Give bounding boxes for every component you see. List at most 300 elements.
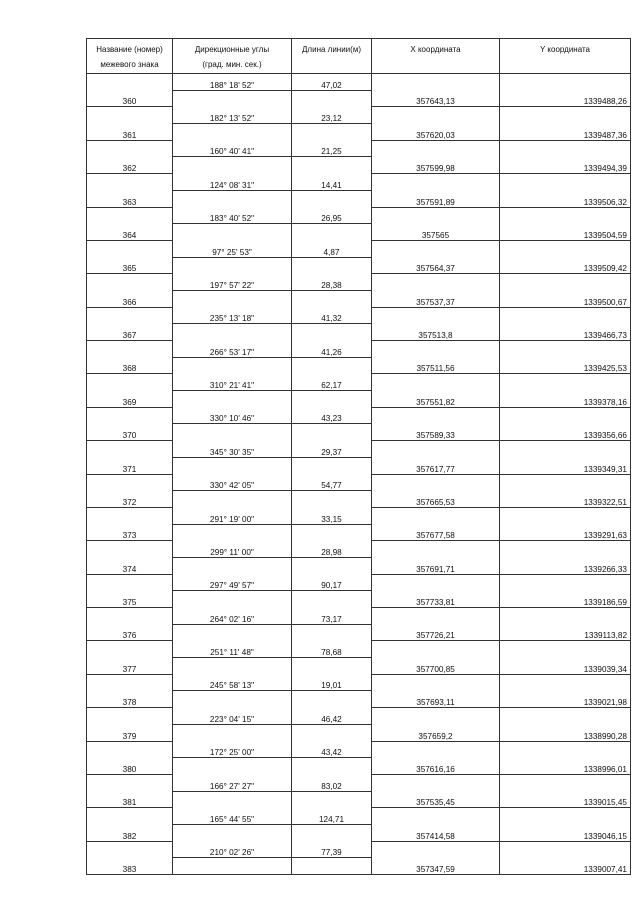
- x-coordinate-cell: [372, 74, 500, 91]
- x-coordinate-cell: [372, 240, 500, 257]
- point-name-cell: 362: [87, 157, 173, 174]
- point-name-cell: 375: [87, 591, 173, 608]
- header-point-name-line1: Название (номер): [96, 45, 163, 54]
- bearing-angle-cell: [173, 424, 292, 441]
- table-row-boundary-point: [87, 758, 631, 775]
- point-name-cell: [87, 641, 173, 658]
- line-length-cell: 26,95: [292, 207, 372, 224]
- x-coordinate-cell: 357414,58: [372, 824, 500, 841]
- x-coordinate-cell: 357659,2: [372, 724, 500, 741]
- x-coordinate-cell: 357565: [372, 224, 500, 241]
- x-coordinate-cell: [372, 174, 500, 191]
- table-row-segment: [87, 708, 631, 725]
- point-name-cell: [87, 74, 173, 91]
- table-row-boundary-point: [87, 791, 631, 808]
- table-row-segment: [87, 374, 631, 391]
- point-name-cell: 381: [87, 791, 173, 808]
- table-row-segment: [87, 674, 631, 691]
- table-row-boundary-point: [87, 290, 631, 307]
- table-row-boundary-point: [87, 90, 631, 107]
- line-length-cell: [292, 858, 372, 875]
- line-length-cell: 43,23: [292, 407, 372, 424]
- bearing-angle-cell: [173, 124, 292, 141]
- x-coordinate-cell: 357665,53: [372, 491, 500, 508]
- table-row-segment: [87, 174, 631, 191]
- point-name-cell: [87, 307, 173, 324]
- table-row-boundary-point: [87, 557, 631, 574]
- table-row-boundary-point: [87, 391, 631, 408]
- y-coordinate-cell: 1339506,32: [500, 190, 631, 207]
- table-row-boundary-point: [87, 691, 631, 708]
- bearing-angle-cell: 166° 27' 27": [173, 774, 292, 791]
- point-name-cell: [87, 140, 173, 157]
- point-name-cell: 370: [87, 424, 173, 441]
- bearing-angle-cell: 330° 42' 05": [173, 474, 292, 491]
- table-header: [87, 39, 631, 74]
- y-coordinate-cell: 1339466,73: [500, 324, 631, 341]
- bearing-angle-cell: [173, 224, 292, 241]
- x-coordinate-cell: [372, 341, 500, 358]
- table-row-boundary-point: [87, 124, 631, 141]
- y-coordinate-cell: 1339015,45: [500, 791, 631, 808]
- bearing-angle-cell: [173, 591, 292, 608]
- x-coordinate-cell: [372, 841, 500, 858]
- line-length-cell: 83,02: [292, 774, 372, 791]
- y-coordinate-cell: 1339504,59: [500, 224, 631, 241]
- y-coordinate-cell: 1339494,39: [500, 157, 631, 174]
- table-row-boundary-point: [87, 624, 631, 641]
- x-coordinate-cell: 357700,85: [372, 658, 500, 675]
- table-row-segment: [87, 407, 631, 424]
- y-coordinate-cell: 1339039,34: [500, 658, 631, 675]
- line-length-cell: 78,68: [292, 641, 372, 658]
- point-name-cell: [87, 841, 173, 858]
- table-row-segment: [87, 574, 631, 591]
- y-coordinate-cell: 1339509,42: [500, 257, 631, 274]
- point-name-cell: 361: [87, 124, 173, 141]
- y-coordinate-cell: 1339488,26: [500, 90, 631, 107]
- line-length-cell: [292, 524, 372, 541]
- bearing-angle-cell: 165° 44' 55": [173, 808, 292, 825]
- x-coordinate-cell: [372, 374, 500, 391]
- bearing-angle-cell: 210° 02' 26": [173, 841, 292, 858]
- y-coordinate-cell: 1339425,53: [500, 357, 631, 374]
- bearing-angle-cell: [173, 858, 292, 875]
- table-row-boundary-point: [87, 658, 631, 675]
- header-x-coordinate: X координата: [372, 39, 500, 74]
- header-point-name: [87, 39, 173, 74]
- line-length-cell: [292, 758, 372, 775]
- y-coordinate-cell: [500, 407, 631, 424]
- x-coordinate-cell: [372, 507, 500, 524]
- x-coordinate-cell: [372, 307, 500, 324]
- x-coordinate-cell: [372, 774, 500, 791]
- bearing-angle-cell: 182° 13' 52": [173, 107, 292, 124]
- x-coordinate-cell: [372, 274, 500, 291]
- line-length-cell: [292, 124, 372, 141]
- bearing-angle-cell: 183° 40' 52": [173, 207, 292, 224]
- y-coordinate-cell: [500, 841, 631, 858]
- y-coordinate-cell: 1339487,36: [500, 124, 631, 141]
- table-row-segment: [87, 541, 631, 558]
- table-row-boundary-point: [87, 257, 631, 274]
- table-row-boundary-point: [87, 190, 631, 207]
- line-length-cell: [292, 624, 372, 641]
- header-bearing-line2: (град. мин. сек.): [202, 60, 262, 69]
- point-name-cell: [87, 174, 173, 191]
- table-row-segment: [87, 240, 631, 257]
- x-coordinate-cell: 357347,59: [372, 858, 500, 875]
- point-name-cell: [87, 608, 173, 625]
- bearing-angle-cell: 245° 58' 13": [173, 674, 292, 691]
- table-row-segment: [87, 307, 631, 324]
- bearing-angle-cell: [173, 491, 292, 508]
- line-length-cell: 124,71: [292, 808, 372, 825]
- line-length-cell: [292, 257, 372, 274]
- bearing-angle-cell: 330° 10' 46": [173, 407, 292, 424]
- bearing-angle-cell: [173, 90, 292, 107]
- bearing-angle-cell: 235° 13' 18": [173, 307, 292, 324]
- y-coordinate-cell: [500, 774, 631, 791]
- point-name-cell: 367: [87, 324, 173, 341]
- table-row-boundary-point: [87, 424, 631, 441]
- y-coordinate-cell: 1339266,33: [500, 557, 631, 574]
- bearing-angle-cell: [173, 524, 292, 541]
- bearing-angle-cell: [173, 257, 292, 274]
- y-coordinate-cell: 1338990,28: [500, 724, 631, 741]
- line-length-cell: [292, 557, 372, 574]
- bearing-angle-cell: 172° 25' 00": [173, 741, 292, 758]
- header-bearing-line1: Дирекционные углы: [194, 45, 270, 54]
- line-length-cell: 28,98: [292, 541, 372, 558]
- point-name-cell: [87, 274, 173, 291]
- y-coordinate-cell: 1339007,41: [500, 858, 631, 875]
- bearing-angle-cell: [173, 624, 292, 641]
- line-length-cell: 77,39: [292, 841, 372, 858]
- x-coordinate-cell: 357726,21: [372, 624, 500, 641]
- point-name-cell: [87, 574, 173, 591]
- bearing-angle-cell: 124° 08' 31": [173, 174, 292, 191]
- x-coordinate-cell: 357591,89: [372, 190, 500, 207]
- y-coordinate-cell: 1339356,66: [500, 424, 631, 441]
- line-length-cell: 46,42: [292, 708, 372, 725]
- y-coordinate-cell: [500, 140, 631, 157]
- table-row-segment: [87, 107, 631, 124]
- y-coordinate-cell: 1339378,16: [500, 391, 631, 408]
- table-row-boundary-point: [87, 524, 631, 541]
- bearing-angle-cell: [173, 324, 292, 341]
- line-length-cell: 54,77: [292, 474, 372, 491]
- bearing-angle-cell: 223° 04' 15": [173, 708, 292, 725]
- x-coordinate-cell: 357733,81: [372, 591, 500, 608]
- line-length-cell: 43,42: [292, 741, 372, 758]
- point-name-cell: [87, 674, 173, 691]
- x-coordinate-cell: 357616,16: [372, 758, 500, 775]
- line-length-cell: 73,17: [292, 608, 372, 625]
- x-coordinate-cell: 357511,56: [372, 357, 500, 374]
- x-coordinate-cell: 357677,58: [372, 524, 500, 541]
- table-row-boundary-point: [87, 724, 631, 741]
- point-name-cell: [87, 107, 173, 124]
- x-coordinate-cell: [372, 407, 500, 424]
- point-name-cell: [87, 774, 173, 791]
- x-coordinate-cell: 357564,37: [372, 257, 500, 274]
- header-bearing: [173, 39, 292, 74]
- y-coordinate-cell: [500, 240, 631, 257]
- table-row-boundary-point: [87, 457, 631, 474]
- bearing-angle-cell: 197° 57' 22": [173, 274, 292, 291]
- point-name-cell: 379: [87, 724, 173, 741]
- line-length-cell: [292, 157, 372, 174]
- table-row-segment: [87, 341, 631, 358]
- bearing-angle-cell: [173, 190, 292, 207]
- table-row-segment: [87, 207, 631, 224]
- point-name-cell: [87, 741, 173, 758]
- x-coordinate-cell: 357513,8: [372, 324, 500, 341]
- x-coordinate-cell: 357599,98: [372, 157, 500, 174]
- line-length-cell: 90,17: [292, 574, 372, 591]
- line-length-cell: 41,32: [292, 307, 372, 324]
- point-name-cell: [87, 407, 173, 424]
- y-coordinate-cell: [500, 307, 631, 324]
- x-coordinate-cell: 357617,77: [372, 457, 500, 474]
- header-length: Длина линии(м): [292, 39, 372, 74]
- y-coordinate-cell: [500, 474, 631, 491]
- point-name-cell: [87, 207, 173, 224]
- y-coordinate-cell: [500, 107, 631, 124]
- point-name-cell: 383: [87, 858, 173, 875]
- y-coordinate-cell: [500, 74, 631, 91]
- x-coordinate-cell: 357537,37: [372, 290, 500, 307]
- y-coordinate-cell: [500, 641, 631, 658]
- point-name-cell: 382: [87, 824, 173, 841]
- line-length-cell: 41,26: [292, 341, 372, 358]
- line-length-cell: 21,25: [292, 140, 372, 157]
- y-coordinate-cell: [500, 441, 631, 458]
- point-name-cell: [87, 708, 173, 725]
- bearing-angle-cell: [173, 691, 292, 708]
- y-coordinate-cell: 1339322,51: [500, 491, 631, 508]
- point-name-cell: [87, 474, 173, 491]
- x-coordinate-cell: 357551,82: [372, 391, 500, 408]
- line-length-cell: [292, 457, 372, 474]
- y-coordinate-cell: [500, 608, 631, 625]
- line-length-cell: [292, 324, 372, 341]
- x-coordinate-cell: 357691,71: [372, 557, 500, 574]
- line-length-cell: 23,12: [292, 107, 372, 124]
- point-name-cell: 380: [87, 758, 173, 775]
- point-name-cell: [87, 441, 173, 458]
- bearing-angle-cell: 297° 49' 57": [173, 574, 292, 591]
- point-name-cell: 374: [87, 557, 173, 574]
- bearing-angle-cell: [173, 157, 292, 174]
- line-length-cell: [292, 658, 372, 675]
- x-coordinate-cell: [372, 574, 500, 591]
- table-row-boundary-point: [87, 824, 631, 841]
- y-coordinate-cell: [500, 674, 631, 691]
- table-row-boundary-point: [87, 324, 631, 341]
- line-length-cell: [292, 290, 372, 307]
- line-length-cell: [292, 591, 372, 608]
- line-length-cell: 29,37: [292, 441, 372, 458]
- table-row-segment: [87, 74, 631, 91]
- y-coordinate-cell: [500, 341, 631, 358]
- line-length-cell: 14,41: [292, 174, 372, 191]
- bearing-angle-cell: 251° 11' 48": [173, 641, 292, 658]
- table-row-segment: [87, 808, 631, 825]
- bearing-angle-cell: [173, 391, 292, 408]
- line-length-cell: [292, 90, 372, 107]
- table-row-segment: [87, 441, 631, 458]
- x-coordinate-cell: [372, 674, 500, 691]
- point-name-cell: [87, 808, 173, 825]
- y-coordinate-cell: [500, 741, 631, 758]
- line-length-cell: 47,02: [292, 74, 372, 91]
- bearing-angle-cell: [173, 290, 292, 307]
- bearing-angle-cell: 264° 02' 16": [173, 608, 292, 625]
- y-coordinate-cell: [500, 541, 631, 558]
- x-coordinate-cell: [372, 541, 500, 558]
- line-length-cell: 4,87: [292, 240, 372, 257]
- table-row-segment: [87, 474, 631, 491]
- y-coordinate-cell: 1339046,15: [500, 824, 631, 841]
- line-length-cell: [292, 724, 372, 741]
- y-coordinate-cell: 1338996,01: [500, 758, 631, 775]
- point-name-cell: 364: [87, 224, 173, 241]
- line-length-cell: [292, 357, 372, 374]
- bearing-angle-cell: [173, 357, 292, 374]
- x-coordinate-cell: [372, 140, 500, 157]
- bearing-angle-cell: 188° 18' 52": [173, 74, 292, 91]
- bearing-angle-cell: 97° 25' 53": [173, 240, 292, 257]
- x-coordinate-cell: 357620,03: [372, 124, 500, 141]
- y-coordinate-cell: [500, 507, 631, 524]
- table-row-boundary-point: [87, 591, 631, 608]
- line-length-cell: 19,01: [292, 674, 372, 691]
- line-length-cell: [292, 691, 372, 708]
- survey-table-sheet: [86, 38, 630, 875]
- x-coordinate-cell: 357589,33: [372, 424, 500, 441]
- point-name-cell: 369: [87, 391, 173, 408]
- x-coordinate-cell: [372, 741, 500, 758]
- y-coordinate-cell: 1339186,59: [500, 591, 631, 608]
- bearing-angle-cell: 291° 19' 00": [173, 507, 292, 524]
- point-name-cell: [87, 541, 173, 558]
- bearing-angle-cell: [173, 457, 292, 474]
- line-length-cell: [292, 491, 372, 508]
- bearing-angle-cell: 299° 11' 00": [173, 541, 292, 558]
- bearing-angle-cell: [173, 791, 292, 808]
- y-coordinate-cell: [500, 274, 631, 291]
- x-coordinate-cell: [372, 808, 500, 825]
- table-row-segment: [87, 608, 631, 625]
- y-coordinate-cell: 1339021,98: [500, 691, 631, 708]
- table-row-boundary-point: [87, 491, 631, 508]
- bearing-angle-cell: [173, 724, 292, 741]
- x-coordinate-cell: 357693,11: [372, 691, 500, 708]
- table-row-boundary-point: [87, 224, 631, 241]
- point-name-cell: 377: [87, 658, 173, 675]
- point-name-cell: 360: [87, 90, 173, 107]
- y-coordinate-cell: [500, 708, 631, 725]
- y-coordinate-cell: [500, 374, 631, 391]
- point-name-cell: [87, 374, 173, 391]
- line-length-cell: [292, 824, 372, 841]
- point-name-cell: 373: [87, 524, 173, 541]
- x-coordinate-cell: [372, 474, 500, 491]
- line-length-cell: 33,15: [292, 507, 372, 524]
- line-length-cell: [292, 190, 372, 207]
- table-row-segment: [87, 507, 631, 524]
- line-length-cell: [292, 424, 372, 441]
- table-row-segment: [87, 140, 631, 157]
- point-name-cell: 376: [87, 624, 173, 641]
- table-row-boundary-point: [87, 157, 631, 174]
- bearing-angle-cell: 345° 30' 35": [173, 441, 292, 458]
- table-row-boundary-point: [87, 357, 631, 374]
- point-name-cell: [87, 341, 173, 358]
- x-coordinate-cell: [372, 441, 500, 458]
- table-row-segment: [87, 774, 631, 791]
- table-row-segment: [87, 274, 631, 291]
- point-name-cell: 365: [87, 257, 173, 274]
- x-coordinate-cell: [372, 641, 500, 658]
- table-row-segment: [87, 741, 631, 758]
- point-name-cell: 363: [87, 190, 173, 207]
- bearing-angle-cell: [173, 658, 292, 675]
- line-length-cell: 62,17: [292, 374, 372, 391]
- header-point-name-line2: межевого знака: [100, 60, 159, 69]
- line-length-cell: [292, 391, 372, 408]
- table-row-segment: [87, 841, 631, 858]
- header-y-coordinate: Y координата: [500, 39, 631, 74]
- y-coordinate-cell: 1339291,63: [500, 524, 631, 541]
- y-coordinate-cell: 1339113,82: [500, 624, 631, 641]
- x-coordinate-cell: 357535,45: [372, 791, 500, 808]
- bearing-angle-cell: [173, 758, 292, 775]
- point-name-cell: 378: [87, 691, 173, 708]
- line-length-cell: 28,38: [292, 274, 372, 291]
- y-coordinate-cell: [500, 574, 631, 591]
- bearing-angle-cell: 266° 53' 17": [173, 341, 292, 358]
- y-coordinate-cell: [500, 808, 631, 825]
- point-name-cell: 372: [87, 491, 173, 508]
- y-coordinate-cell: 1339500,67: [500, 290, 631, 307]
- bearing-angle-cell: 310° 21' 41": [173, 374, 292, 391]
- line-length-cell: [292, 791, 372, 808]
- bearing-angle-cell: [173, 824, 292, 841]
- point-name-cell: 371: [87, 457, 173, 474]
- point-name-cell: [87, 240, 173, 257]
- point-name-cell: 368: [87, 357, 173, 374]
- y-coordinate-cell: [500, 174, 631, 191]
- bearing-angle-cell: 160° 40' 41": [173, 140, 292, 157]
- x-coordinate-cell: [372, 608, 500, 625]
- x-coordinate-cell: [372, 708, 500, 725]
- point-name-cell: [87, 507, 173, 524]
- x-coordinate-cell: [372, 107, 500, 124]
- table-row-segment: [87, 641, 631, 658]
- x-coordinate-cell: 357643,13: [372, 90, 500, 107]
- table-body: [87, 74, 631, 875]
- boundary-coordinates-table: [86, 38, 631, 875]
- x-coordinate-cell: [372, 207, 500, 224]
- line-length-cell: [292, 224, 372, 241]
- y-coordinate-cell: [500, 207, 631, 224]
- bearing-angle-cell: [173, 557, 292, 574]
- y-coordinate-cell: 1339349,31: [500, 457, 631, 474]
- point-name-cell: 366: [87, 290, 173, 307]
